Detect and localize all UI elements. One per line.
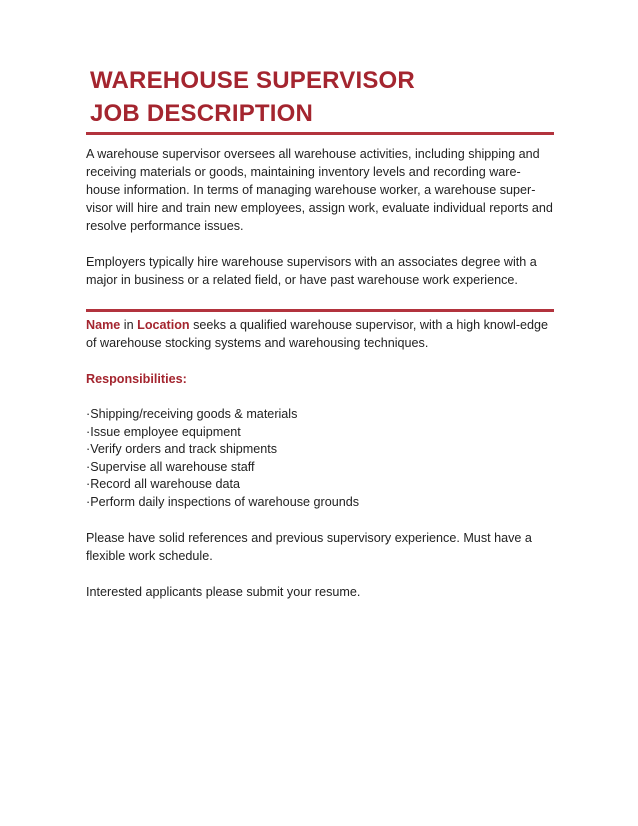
list-item: ·Shipping/receiving goods & materials [86, 407, 298, 421]
location-placeholder: Location [137, 318, 190, 332]
in-word: in [120, 318, 138, 332]
page-title [86, 64, 554, 130]
intro-paragraph-1: A warehouse supervisor oversees all warehouse activities, including shipping and receiving materials or goods, maintaining inventory levels and recording ware-house information. In terms of managing warehouse worker, a warehouse super-visor will hire and train new employees, assign work, evaluate individual reports and resolve performance issues. [86, 147, 553, 233]
closing-paragraph: Interested applicants please submit your resume. [86, 585, 361, 599]
list-item: ·Supervise all warehouse staff [86, 459, 255, 474]
list-item: ·Record all warehouse data [86, 477, 241, 491]
posting-text: seeks a qualified warehouse supervisor, with a high knowl-edge of warehouse stocking systems and warehousing techniques. [86, 318, 549, 350]
posting-paragraph [86, 316, 554, 352]
requirements-paragraph: Please have solid references and previous supervisory experience. Must have a flexible work schedule. [86, 531, 532, 563]
employer-name-placeholder: Name [86, 318, 121, 332]
title-line-2: JOB DESCRIPTION [90, 100, 314, 127]
list-item: ·Perform daily inspections of warehouse grounds [86, 494, 360, 509]
intro-paragraph-2: Employers typically hire warehouse supervisors with an associates degree with a major in business or a related field, or have past warehouse work experience. [86, 255, 537, 287]
document-page [86, 64, 554, 601]
section-divider [86, 309, 554, 312]
list-item: ·Issue employee equipment [86, 424, 241, 439]
responsibilities-list [86, 406, 554, 511]
title-divider [86, 132, 554, 135]
title-line-1: WAREHOUSE SUPERVISOR [90, 67, 415, 94]
responsibilities-heading: Responsibilities: [86, 372, 187, 386]
list-item: ·Verify orders and track shipments [86, 442, 278, 456]
